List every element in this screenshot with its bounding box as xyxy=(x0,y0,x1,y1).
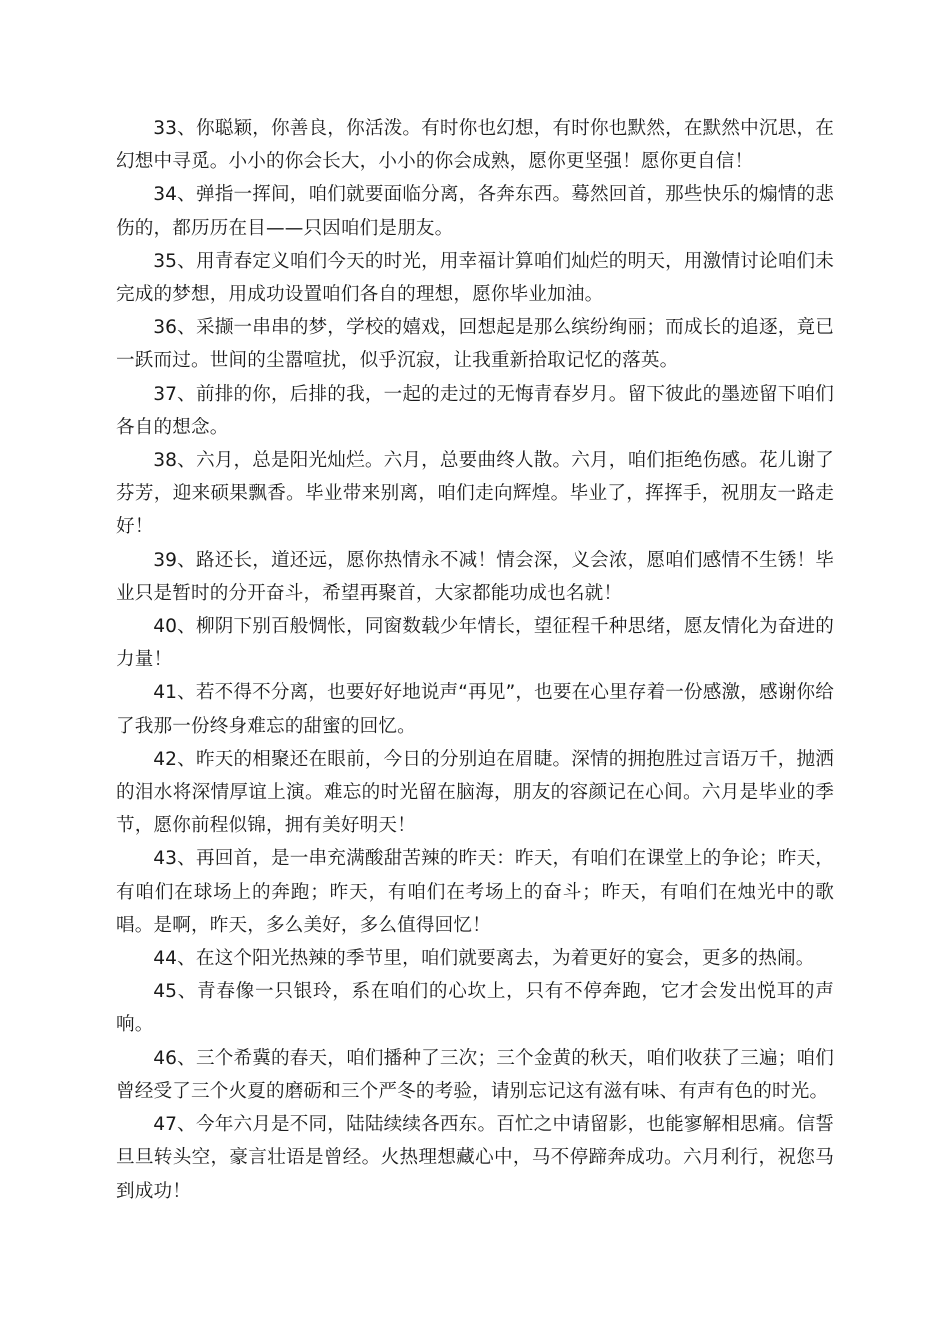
paragraph-33: 33、你聪颖，你善良，你活泼。有时你也幻想，有时你也默然，在默然中沉思，在幻想中寻觅。小小的你会长大，小小的你会成熟，愿你更坚强！愿你更自信！ xyxy=(116,118,834,173)
paragraph-47: 47、今年六月是不同，陆陆续续各西东。百忙之中请留影，也能寥解相思痛。信誓旦旦转头空，豪言壮语是曾经。火热理想藏心中，马不停蹄奔成功。六月利行，祝您马到成功！ xyxy=(116,1114,834,1202)
paragraph-46: 46、三个希冀的春天，咱们播种了三次；三个金黄的秋天，咱们收获了三遍；咱们曾经受了三个火夏的磨砺和三个严冬的考验，请别忘记这有滋有味、有声有色的时光。 xyxy=(116,1047,834,1102)
paragraph-38: 38、六月，总是阳光灿烂。六月，总要曲终人散。六月，咱们拒绝伤感。花儿谢了芬芳，迎来硕果飘香。毕业带来别离，咱们走向辉煌。毕业了，挥挥手，祝朋友一路走好！ xyxy=(116,450,834,538)
paragraph-37: 37、前排的你，后排的我，一起的走过的无悔青春岁月。留下彼此的墨迹留下咱们各自的想念。 xyxy=(116,383,834,438)
paragraph-42: 42、昨天的相聚还在眼前，今日的分别迫在眉睫。深情的拥抱胜过言语万千，抛洒的泪水将深情厚谊上演。难忘的时光留在脑海，朋友的容颜记在心间。六月是毕业的季节，愿你前程似锦，拥有美好明天！ xyxy=(116,748,834,837)
paragraph-44: 44、在这个阳光热辣的季节里，咱们就要离去，为着更好的宴会，更多的热闹。 xyxy=(153,948,815,970)
paragraph-45: 45、青春像一只银玲，系在咱们的心坎上，只有不停奔跑，它才会发出悦耳的声响。 xyxy=(116,981,834,1036)
paragraph-43: 43、再回首，是一串充满酸甜苦辣的昨天：昨天，有咱们在课堂上的争论；昨天，有咱们在球场上的奔跑；昨天，有咱们在考场上的奋斗；昨天，有咱们在烛光中的歌唱。是啊，昨天，多么美好，多么值得回忆！ xyxy=(116,848,834,936)
document-body xyxy=(116,112,834,1208)
paragraph-35: 35、用青春定义咱们今天的时光，用幸福计算咱们灿烂的明天，用激情讨论咱们未完成的梦想，用成功设置咱们各自的理想，愿你毕业加油。 xyxy=(116,250,834,306)
paragraph-39: 39、路还长，道还远，愿你热情永不减！情会深，义会浓，愿咱们感情不生锈！毕业只是暂时的分开奋斗，希望再聚首，大家都能功成也名就！ xyxy=(116,549,834,604)
paragraph-41: 41、若不得不分离，也要好好地说声“再见”，也要在心里存着一份感激，感谢你给了我那一份终身难忘的甜蜜的回忆。 xyxy=(116,682,835,737)
paragraph-36: 36、采撷一串串的梦，学校的嬉戏，回想起是那么缤纷绚丽；而成长的追逐，竟已一跃而过。世间的尘嚣喧扰，似乎沉寂，让我重新拾取记忆的落英。 xyxy=(116,317,834,372)
paragraph-40: 40、柳阴下别百般惆怅，同窗数载少年情长，望征程千种思绪，愿友情化为奋进的力量！ xyxy=(116,616,834,671)
paragraph-34: 34、弹指一挥间，咱们就要面临分离，各奔东西。蓦然回首，那些快乐的煽情的悲伤的，都历历在目——只因咱们是朋友。 xyxy=(116,184,834,239)
